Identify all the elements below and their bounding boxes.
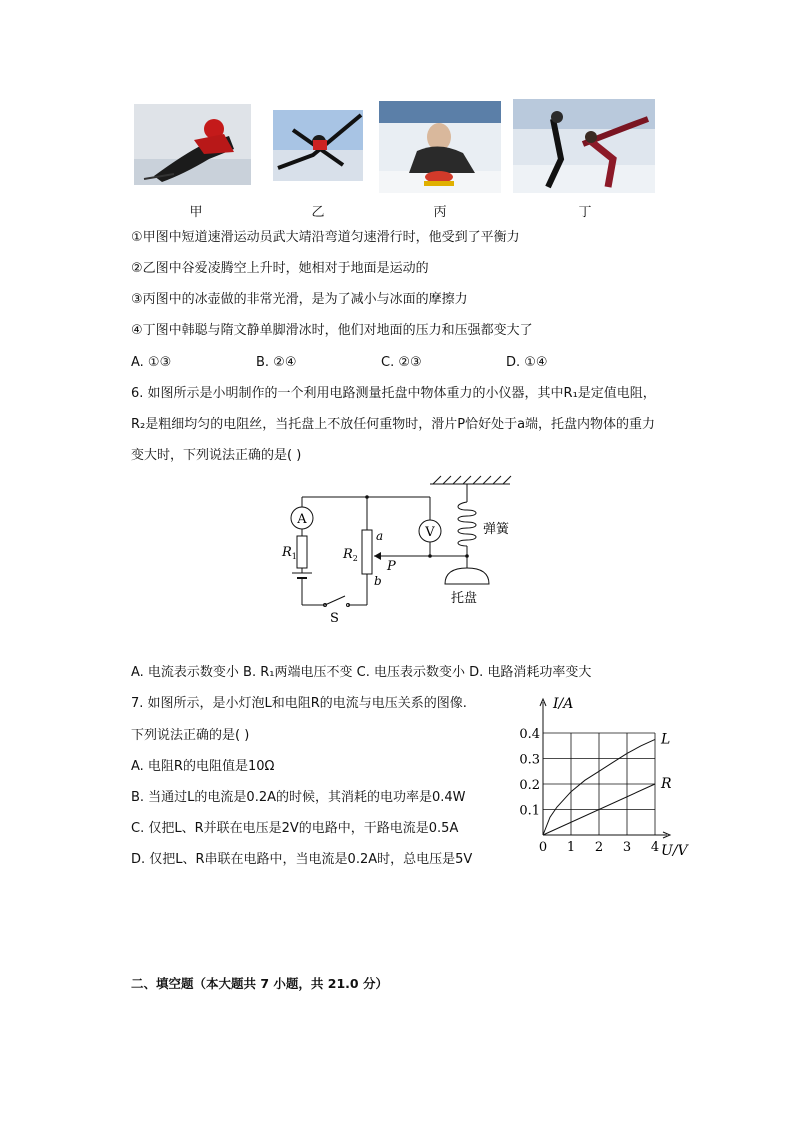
- q6-circuit-diagram: [270, 472, 520, 630]
- photo-ding: [513, 99, 655, 193]
- q5-statement-2: ②乙图中谷爱凌腾空上升时，她相对于地面是运动的: [131, 261, 429, 276]
- caption-ding: 丁: [578, 205, 592, 220]
- ammeter-label: A: [297, 512, 307, 527]
- spring-label: 弹簧: [483, 522, 510, 537]
- resistor-r1: [297, 536, 307, 568]
- terminal-a-label: a: [376, 529, 384, 543]
- q6-options[interactable]: A. 电流表示数变小 B. R₁两端电压不变 C. 电压表示数变小 D. 电路消耗功率变大: [131, 665, 592, 680]
- q7-option-a[interactable]: A. 电阻R的电阻值是10Ω: [131, 759, 275, 774]
- y-tick-label: 0.1: [519, 803, 540, 819]
- x-tick-label: 0: [538, 840, 548, 855]
- q7-option-b[interactable]: B. 当通过L的电流是0.2A的时候，其消耗的电功率是0.4W: [131, 790, 466, 805]
- y-tick-label: 0.4: [519, 727, 540, 742]
- section-2-heading: 二、填空题（本大题共 7 小题，共 21.0 分）: [131, 976, 388, 991]
- y-tick-label: 0.3: [519, 752, 540, 768]
- x-tick-label: 1: [566, 840, 576, 855]
- q5-option-a[interactable]: A. ①③: [131, 355, 172, 370]
- photo-bing: [379, 101, 501, 193]
- ceiling-hatch: [433, 476, 511, 484]
- tray-label: 托盘: [451, 591, 478, 606]
- y-tick-label: 0.2: [519, 778, 540, 793]
- tray: [445, 568, 489, 584]
- q6-stem-line2: R₂是粗细均匀的电阻丝，当托盘上不放任何重物时，滑片P恰好处于a端，托盘内物体的重力: [131, 417, 656, 432]
- photo-jia: [134, 104, 251, 185]
- q6-stem-line3: 变大时，下列说法正确的是( ): [131, 448, 302, 463]
- q7-iu-chart: [515, 690, 700, 860]
- q7-option-c[interactable]: C. 仅把L、R并联在电压是2V的电路中，干路电流是0.5A: [131, 821, 459, 836]
- q7-stem-line1: 7. 如图所示，是小灯泡L和电阻R的电流与电压关系的图像.: [131, 696, 467, 711]
- slider-p-label: P: [387, 559, 396, 574]
- x-tick-label: 3: [622, 840, 632, 855]
- series-label-r: R: [661, 776, 672, 792]
- caption-jia: 甲: [189, 205, 203, 220]
- slider-arrow: [374, 552, 381, 560]
- q5-option-c[interactable]: C. ②③: [381, 355, 422, 370]
- q5-statement-3: ③丙图中的冰壶做的非常光滑，是为了减小与冰面的摩擦力: [131, 292, 468, 307]
- voltmeter-label: V: [425, 525, 435, 540]
- x-axis-label: U/V: [661, 843, 688, 859]
- q5-option-d[interactable]: D. ①④: [506, 355, 548, 370]
- switch-label: S: [330, 611, 339, 626]
- q5-statement-4: ④丁图中韩聪与隋文静单脚滑冰时，他们对地面的压力和压强都变大了: [131, 323, 533, 338]
- x-tick-label: 2: [594, 840, 604, 855]
- q5-option-b[interactable]: B. ②④: [256, 355, 297, 370]
- photo-yi: [273, 110, 363, 181]
- q7-option-d[interactable]: D. 仅把L、R串联在电路中，当电流是0.2A时，总电压是5V: [131, 852, 473, 867]
- y-axis-label: I/A: [553, 696, 574, 712]
- terminal-b-label: b: [374, 574, 382, 588]
- caption-bing: 丙: [433, 205, 447, 220]
- series-label-l: L: [661, 731, 671, 748]
- resistor-r2: [362, 530, 372, 574]
- r1-label: $R_1$: [282, 545, 297, 561]
- x-tick-label: 4: [650, 840, 660, 855]
- spring: [458, 502, 476, 546]
- q7-stem-line2: 下列说法正确的是( ): [131, 728, 250, 743]
- q6-stem-line1: 6. 如图所示是小明制作的一个利用电路测量托盘中物体重力的小仪器，其中R₁是定值电阻，: [131, 386, 656, 401]
- r2-label: $R_2$: [343, 547, 358, 563]
- q5-statement-1: ①甲图中短道速滑运动员武大靖沿弯道匀速滑行时，他受到了平衡力: [131, 230, 520, 245]
- switch-blade: [325, 596, 345, 605]
- caption-yi: 乙: [311, 205, 325, 220]
